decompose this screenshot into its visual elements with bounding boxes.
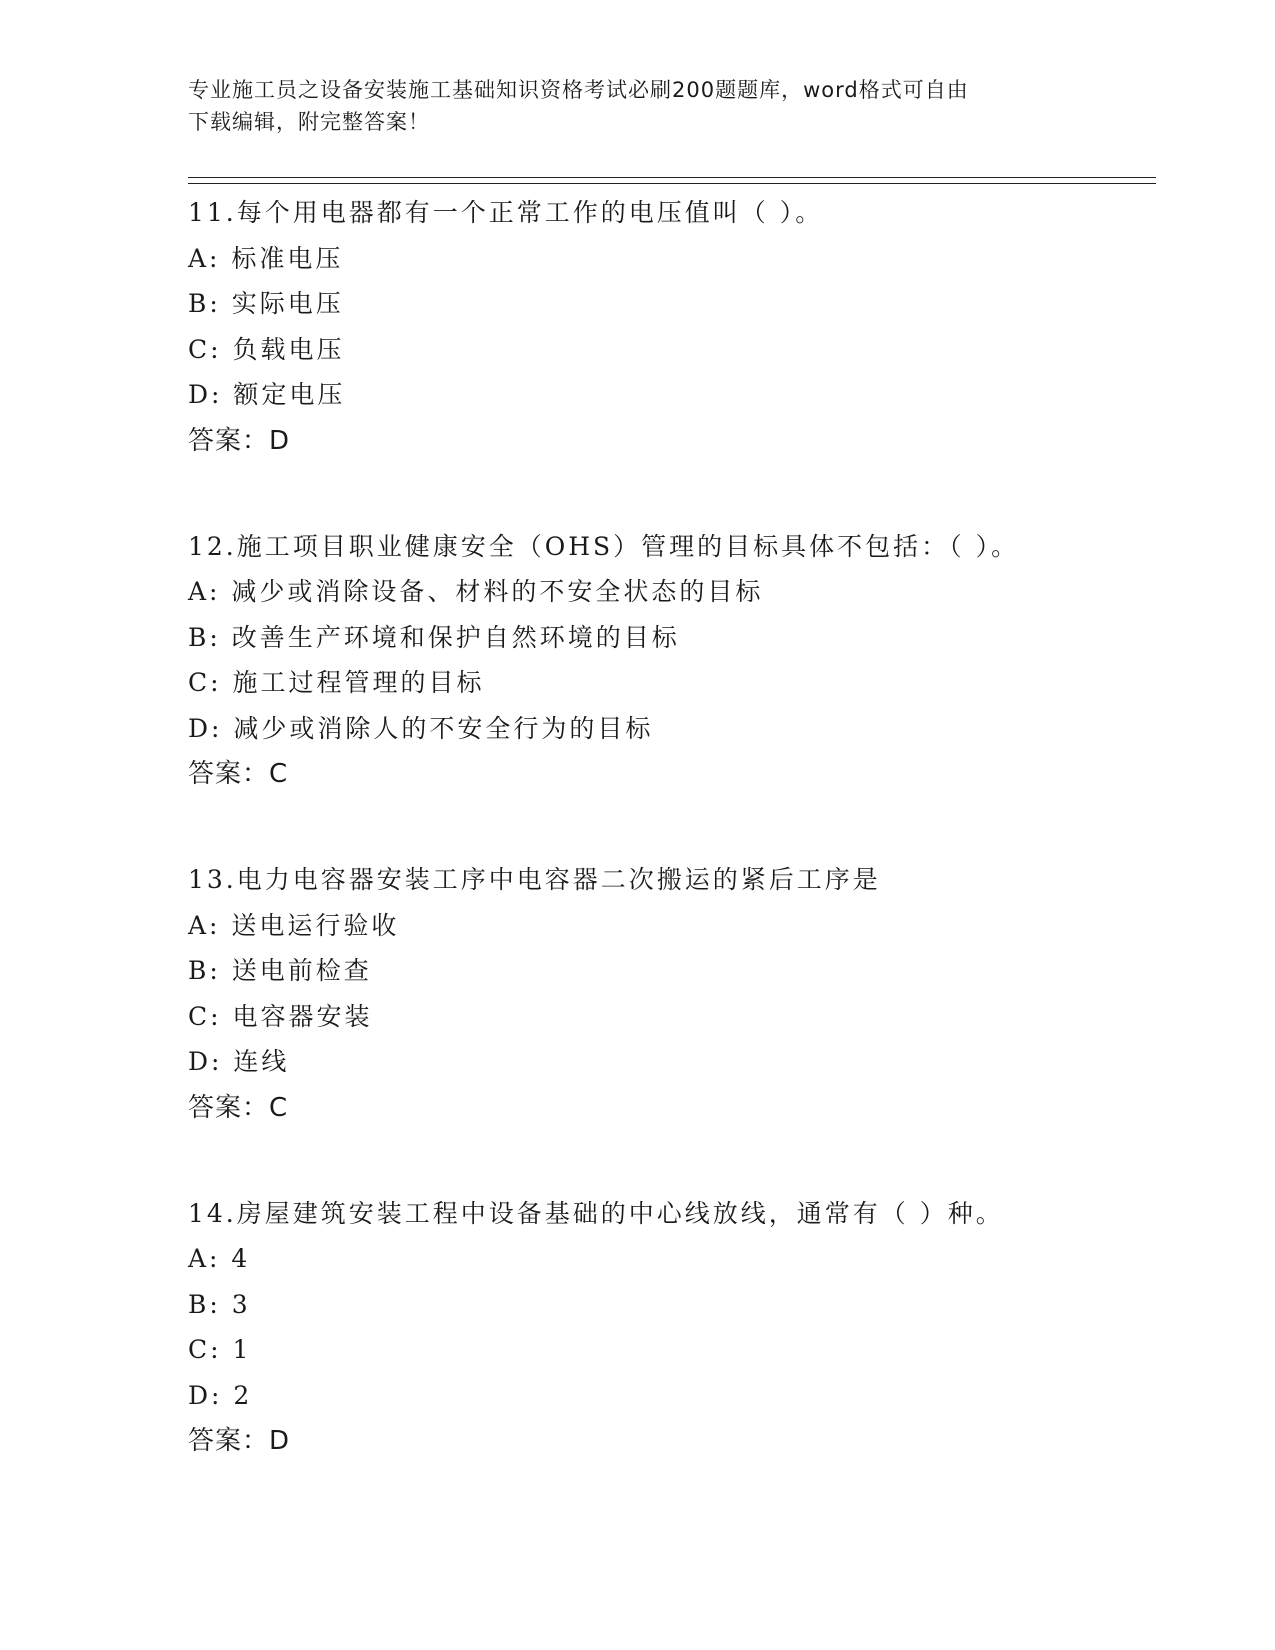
question-title: 11.每个用电器都有一个正常工作的电压值叫（ ）。: [188, 198, 824, 227]
header-line-2: 下载编辑，附完整答案！: [188, 110, 430, 134]
document-header: [188, 74, 1088, 138]
answer: 答案：C: [188, 759, 289, 789]
option-b: B: 实际电压: [188, 289, 344, 318]
answer: 答案：D: [188, 425, 291, 456]
question-12: [188, 524, 1156, 798]
question-title: 12.施工项目职业健康安全（OHS）管理的目标具体不包括：（ ）。: [188, 531, 1020, 561]
option-c: C: 负载电压: [188, 334, 345, 364]
option-b: B: 改善生产环境和保护自然环境的目标: [188, 622, 680, 652]
option-b: B: 送电前检查: [188, 956, 372, 985]
option-a: A: 送电运行验收: [188, 910, 400, 940]
header-line-1: 专业施工员之设备安装施工基础知识资格考试必刷200题题库，word格式可自由: [188, 78, 969, 102]
header-divider-bottom: [188, 183, 1156, 184]
question-11: [188, 190, 1156, 464]
option-a: A: 标准电压: [188, 243, 344, 273]
option-c: C: 1: [188, 1335, 252, 1364]
option-d: D: 2: [188, 1380, 253, 1410]
question-14: [188, 1191, 1156, 1465]
answer: 答案：C: [188, 1092, 289, 1123]
question-title: 14.房屋建筑安装工程中设备基础的中心线放线，通常有（ ）种。: [188, 1198, 1004, 1228]
option-a: A: 减少或消除设备、材料的不安全状态的目标: [188, 577, 764, 606]
answer: 答案：D: [188, 1426, 291, 1456]
option-d: D: 连线: [188, 1047, 290, 1076]
option-d: D: 减少或消除人的不安全行为的目标: [188, 713, 654, 743]
header-divider-top: [188, 177, 1156, 178]
option-b: B: 3: [188, 1289, 251, 1319]
question-13: [188, 857, 1156, 1131]
option-c: C: 电容器安装: [188, 1001, 373, 1031]
option-a: A: 4: [188, 1244, 251, 1273]
option-d: D: 额定电压: [188, 380, 346, 409]
option-c: C: 施工过程管理的目标: [188, 668, 485, 697]
question-title: 13.电力电容器安装工序中电容器二次搬运的紧后工序是: [188, 865, 881, 894]
question-list: [188, 190, 1156, 1524]
